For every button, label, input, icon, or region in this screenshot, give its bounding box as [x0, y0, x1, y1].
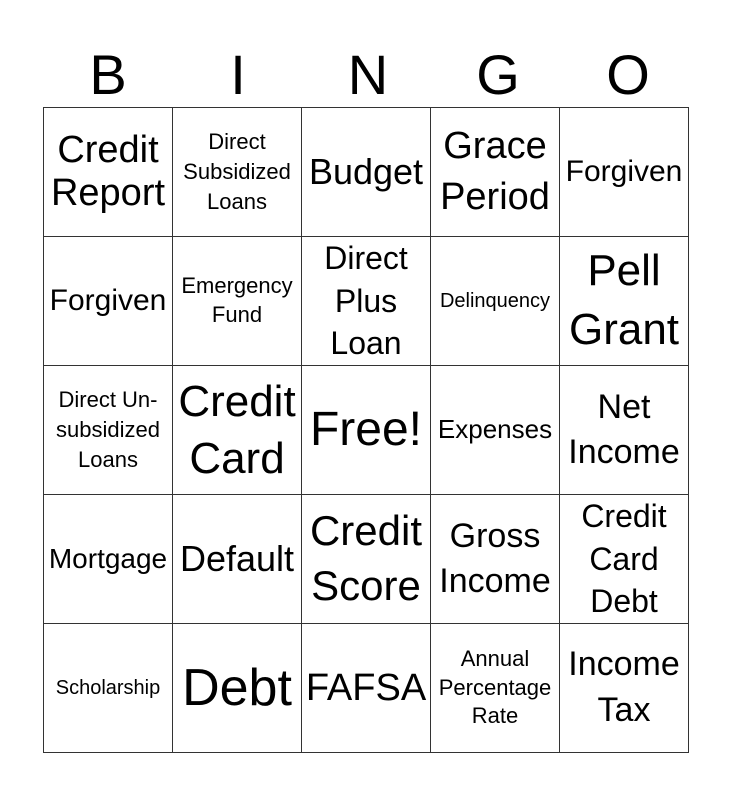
- header-letter-o: O: [606, 43, 650, 106]
- bingo-cell: [431, 624, 560, 753]
- cell-text: Default: [179, 537, 295, 579]
- cell-text: Direct Subsidized Loans: [183, 129, 291, 214]
- cell-text: Pell Grant: [568, 246, 680, 354]
- cell-text: Free!: [309, 403, 423, 457]
- bingo-header: [43, 44, 693, 106]
- cell-text: Credit Card Debt: [581, 498, 667, 620]
- board-row: [44, 237, 689, 366]
- bingo-cell: [302, 237, 431, 366]
- board-row: [44, 624, 689, 753]
- cell-text: Budget: [308, 150, 424, 192]
- bingo-cell: [44, 624, 173, 753]
- bingo-cell: [431, 108, 560, 237]
- bingo-cell: [560, 495, 689, 624]
- bingo-cell: [560, 624, 689, 753]
- cell-text: Forgiven: [49, 284, 167, 318]
- bingo-cell: [302, 366, 431, 495]
- board-row: [44, 366, 689, 495]
- bingo-cell: [302, 495, 431, 624]
- bingo-cell: [173, 624, 302, 753]
- bingo-cell: [560, 108, 689, 237]
- header-letter-g: G: [476, 43, 520, 106]
- bingo-cell: [431, 237, 560, 366]
- bingo-board: [43, 107, 689, 753]
- cell-text: FAFSA: [305, 666, 427, 709]
- cell-text: Gross Income: [439, 516, 551, 600]
- bingo-cell: [302, 108, 431, 237]
- bingo-cell: [560, 237, 689, 366]
- cell-text: Debt: [182, 658, 292, 717]
- cell-text: Delinquency: [439, 289, 551, 312]
- bingo-cell: [173, 237, 302, 366]
- cell-text: Net Income: [568, 387, 680, 471]
- header-letter-i: I: [230, 43, 246, 106]
- cell-text: Credit Card: [178, 376, 296, 483]
- cell-text: Credit Score: [309, 507, 423, 609]
- bingo-cell: [44, 237, 173, 366]
- cell-text: Income Tax: [568, 645, 680, 729]
- cell-text: Expenses: [437, 414, 553, 445]
- cell-text: Annual Percentage Rate: [438, 646, 552, 729]
- board-row: [44, 495, 689, 624]
- bingo-cell: [173, 108, 302, 237]
- bingo-cell: [302, 624, 431, 753]
- bingo-cell: [173, 366, 302, 495]
- bingo-cell: [44, 108, 173, 237]
- cell-text: Emergency Fund: [181, 273, 293, 327]
- bingo-cell: [44, 366, 173, 495]
- cell-text: Grace Period: [440, 124, 550, 218]
- bingo-cell: [44, 495, 173, 624]
- cell-text: Direct Un-subsidized Loans: [56, 387, 160, 472]
- bingo-cell: [173, 495, 302, 624]
- header-letter-b: B: [89, 43, 127, 106]
- bingo-cell: [431, 495, 560, 624]
- cell-text: Direct Plus Loan: [324, 240, 408, 362]
- bingo-cell: [431, 366, 560, 495]
- cell-text: Credit Report: [50, 129, 166, 214]
- cell-text: Mortgage: [48, 543, 168, 575]
- bingo-cell: [560, 366, 689, 495]
- header-letter-n: N: [347, 43, 389, 106]
- board-row: [44, 108, 689, 237]
- cell-text: Forgiven: [565, 155, 683, 189]
- cell-text: Scholarship: [55, 676, 161, 699]
